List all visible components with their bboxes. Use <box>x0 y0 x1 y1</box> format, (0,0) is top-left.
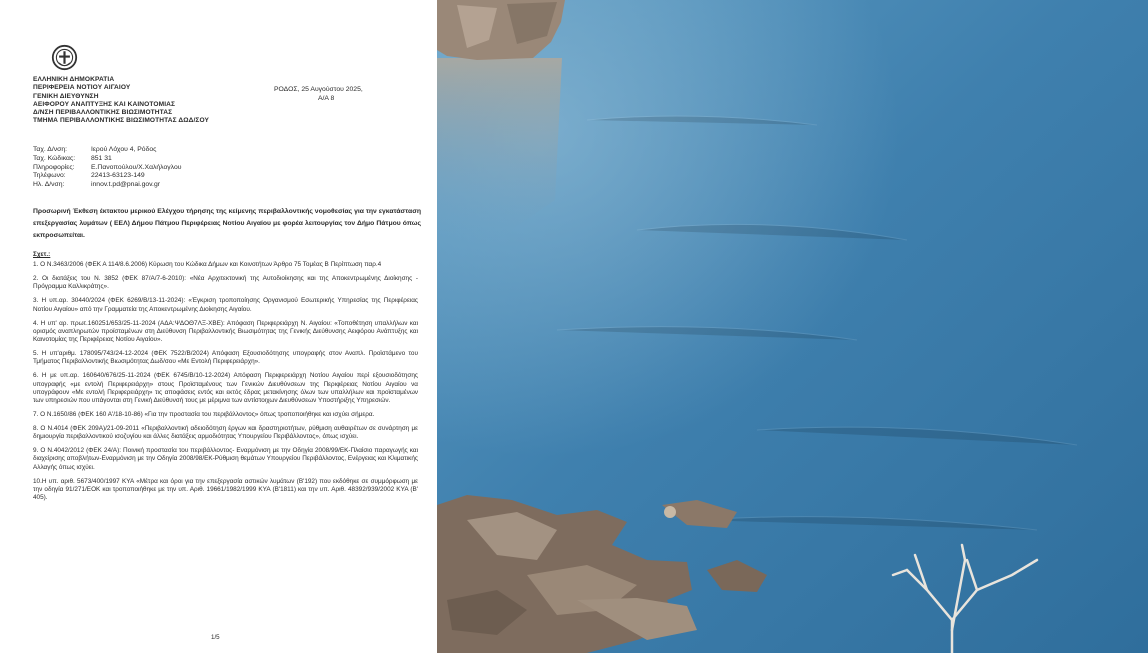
header-line: ΤΜΗΜΑ ΠΕΡΙΒΑΛΛΟΝΤΙΚΗΣ ΒΙΩΣΙΜΟΤΗΤΑΣ ΔΩΔ/ΣΟΥ <box>33 117 209 125</box>
header-line: Δ/ΝΣΗ ΠΕΡΙΒΑΛΛΟΝΤΙΚΗΣ ΒΙΩΣΙΜΟΤΗΤΑΣ <box>33 109 173 117</box>
reference-item: 8. Ο Ν.4014 (ΦΕΚ 209Α)/21-09-2011 «Περιβαλλοντική αδειοδότηση έργων και δραστηριοτήτων, ρύθμιση αυθαιρέτων σε συνάρτηση με δημιουργία περιβαλλοντικού ισοζυγίου και άλλες διατάξεις αρμοδιότητας Υπουργείου Περιβάλλοντος», όπως ισχύει. <box>33 424 418 441</box>
contact-label: Τηλέφωνο: <box>33 172 66 180</box>
issuing-authority-header <box>33 76 209 126</box>
contact-value: 22413-63123-149 <box>91 172 145 180</box>
greek-emblem-icon <box>51 44 78 71</box>
reference-item: 3. Η υπ.αρ. 30440/2024 (ΦΕΚ 6269/Β/13-11-2024): «Έγκριση τροποποίησης Οργανισμού Εσωτερικής Υπηρεσίας της Περιφέρειας Νοτίου Αιγαίου» από την Γραμματεία της Αποκεντρωμένης Διοίκησης Αιγαίου. <box>33 297 418 313</box>
reference-item: 7. Ο Ν.1650/86 (ΦΕΚ 160 Α'/18-10-86) «Για την προστασία του περιβάλλοντος» όπως τροποποιήθηκε και ισχύει σήμερα. <box>33 411 375 419</box>
header-line: ΕΛΛΗΝΙΚΗ ΔΗΜΟΚΡΑΤΙΑ <box>33 76 115 83</box>
protocol-number: Α/Α 8 <box>318 94 335 102</box>
references-list <box>33 251 418 508</box>
contact-label: Ηλ. Δ/νση: <box>33 181 65 189</box>
references-heading: Σχετ.: <box>33 251 51 258</box>
reference-item: 10.Η υπ. αριθ. 5673/400/1997 ΚΥΑ «Μέτρα και όροι για την επεξεργασία αστικών λυμάτων (Β'192) που εκδόθηκε σε συμμόρφωση με την οδηγία 91/271/ΕΟΚ και τροποποιήθηκε με την υπ. Αριθ. 19661/1982/1999 ΚΥΑ (Β'1811) και την υπ. Αριθ. 48392/939/2002 ΚΥΑ (Β' 405). <box>33 477 418 502</box>
contact-block <box>33 146 181 190</box>
reference-item: 5. Η υπ'αριθμ. 178095/743/24-12-2024 (ΦΕΚ 7522/Β/2024) Απόφαση Εξουσιοδότησης υπογραφής στον Αναπλ. Προϊστάμενο του Τμήματος Περιβαλλοντικής Βιωσιμότητας Δωδ/σου «Με Εντολή Περιφερειάρχη». <box>33 350 418 366</box>
reference-item: 9. Ο Ν.4042/2012 (ΦΕΚ 24/Α): Ποινική προστασία του περιβάλλοντος- Εναρμόνιση με την Οδηγία 2008/99/ΕΚ-Πλαίσιο παραγωγής και διαχείρισης αποβλήτων-Εναρμόνιση με την Οδηγία 2008/98/ΕΚ-Ρύθμιση θεμάτων Υπουργείου Περιβάλλοντος, Ενέργειας και Κλιματικής Αλλαγής όπως ισχύει. <box>33 447 418 471</box>
contact-value: Ε.Πανοπούλου/Χ.Χαλήλογλου <box>91 163 182 171</box>
contact-label: Ταχ. Δ/νση: <box>33 146 67 153</box>
reference-item: 6. Η με υπ.αρ. 160640/676/25-11-2024 (ΦΕΚ 6745/Β/10-12-2024) Απόφαση Περιφερειάρχη Νοτίου Αιγαίου περί εξουσιοδότησης υπογραφής «με εντολή Περιφερειάρχη» στους Προϊσταμένους των Γενικών Διευθύνσεων της Περιφέρειας Νοτίου Αιγαίου να υπογράφουν «Με εντολή Περιφερειάρχη» τις αποφάσεις εντός και εκτός έδρας μετακίνησης όλων των υπαλλήλων και προϊσταμένων των υπηρεσιών που υπάγονται στη Γενική Διεύθυνσή τους με μέριμνα των αντίστοιχων Διευθύνσεων Υποστήριξης Υπηρεσιών. <box>33 372 418 405</box>
place-date-block <box>274 86 363 103</box>
contact-value: 851 31 <box>91 154 112 162</box>
page-number: 1/5 <box>211 634 220 641</box>
header-line: ΠΕΡΙΦΕΡΕΙΑ ΝΟΤΙΟΥ ΑΙΓΑΙΟΥ <box>33 84 131 92</box>
contact-label: Ταχ. Κώδικας: <box>33 154 76 162</box>
sea-and-rocks-illustration <box>437 0 1148 653</box>
reference-item: 4. Η υπ' αρ. πρωτ.160251/653/25-11-2024 (ΑΔΑ:ΨΔΟΘ7ΛΞ-ΧΒΕ): Απόφαση Περιφερειάρχη Ν. Αιγαίου: «Τοποθέτηση υπαλλήλων και ορισμός αναπληρωτών προϊσταμένων στη Διεύθυνση Περιβαλλοντικής Βιωσιμότητας της Γενικής Διεύθυνσης Αειφόρου Ανάπτυξης και Καινοτομίας της Περιφέρειας Νοτίου Αιγαίου». <box>33 319 418 344</box>
document-title: Προσωρινή Έκθεση έκτακτου μερικού Ελέγχου τήρησης της κείμενης περιβαλλοντικής νομοθεσίας για την εγκατάσταση επεξεργασίας λυμάτων ( ΕΕΛ) Δήμου Πάτμου Περιφέρειας Νοτίου Αιγαίου με φορέα λειτουργίας τον Δήμο Πάτμου όπως εκπροσωπείται. <box>33 208 421 239</box>
reference-item: 1. Ο Ν.3463/2006 (ΦΕΚ Α 114/8.6.2006) Κύρωση του Κώδικα Δήμων και Κοινοτήτων Άρθρο 75 Τομέας Β Περίπτωση παρ.4 <box>33 261 382 269</box>
contact-row <box>33 146 181 155</box>
contact-value: innov.t.pd@pnai.gov.gr <box>91 181 160 189</box>
header-line: ΑΕΙΦΟΡΟΥ ΑΝΑΠΤΥΞΗΣ ΚΑΙ ΚΑΙΝΟΤΟΜΙΑΣ <box>33 100 176 108</box>
place-date: ΡΟΔΟΣ, 25 Αυγούστου 2025, <box>274 86 363 93</box>
contact-row <box>33 181 181 190</box>
contact-value: Ιερού Λόχου 4, Ρόδος <box>91 146 157 153</box>
reference-item: 2. Οι διατάξεις του Ν. 3852 (ΦΕΚ 87/Α/7-6-2010): «Νέα Αρχιτεκτονική της Αυτοδιοίκησης και της Αποκεντρωμένης Διοίκησης - Πρόγραμμα Καλλικράτης». <box>33 275 418 291</box>
header-line: ΓΕΝΙΚΗ ΔΙΕΥΘΥΝΣΗ <box>33 92 99 100</box>
contact-row <box>33 172 181 181</box>
coastline-photo <box>437 0 1148 653</box>
document-page <box>0 0 437 653</box>
contact-row <box>33 155 181 164</box>
contact-label: Πληροφορίες: <box>33 163 75 171</box>
